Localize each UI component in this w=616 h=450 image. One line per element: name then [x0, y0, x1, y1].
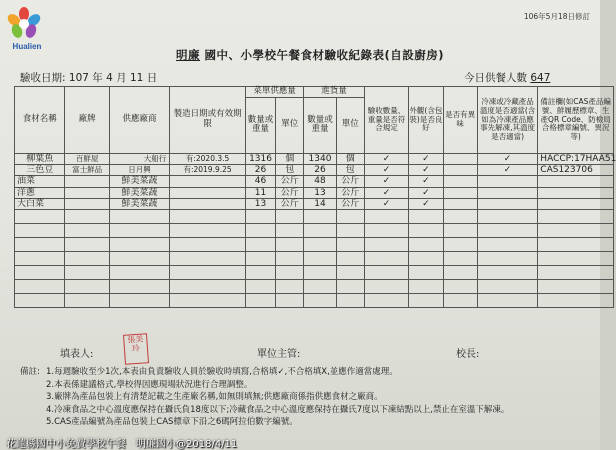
check-mark: ✓ [364, 176, 408, 187]
school-name: 明廉 [175, 48, 200, 62]
check-mark: ✓ [364, 199, 408, 210]
empty-row [15, 210, 614, 224]
notes-list [20, 366, 595, 429]
empty-row [15, 266, 614, 280]
notes-label: 備註: [20, 367, 40, 377]
header-supplier: 供應廠商 [109, 87, 170, 154]
header-temp: 冷凍或冷藏產品溫度是否適當(含如為冷凍產品應事先解凍,其溫度是否適當) [477, 87, 538, 154]
header-odor: 是否有異味 [443, 87, 477, 154]
check-mark: ✓ [364, 153, 408, 164]
notes-section [20, 366, 595, 429]
header-incoming-qty: 進貨量 [304, 87, 365, 98]
check-mark: ✓ [409, 199, 443, 210]
supply-count-value: 647 [530, 72, 551, 84]
date-day: 11 [130, 72, 144, 84]
empty-row [15, 280, 614, 294]
flower-icon [4, 6, 44, 42]
logo-text: Hualien [12, 42, 42, 51]
table-row: 油菜 鮮美菜蔬 46 公斤 48 公斤 ✓ ✓ [15, 176, 614, 187]
form-title [110, 47, 510, 63]
header-qty-check: 驗收數量、重量是否符合規定 [364, 87, 408, 154]
date-month: 4 [106, 72, 113, 84]
filler-label: 填表人: [60, 349, 94, 360]
header-remarks: 備註欄(如CAS產品編號、鮮履歷標章、生產QR Code、防檢局合格標章編號、異況等) [538, 87, 614, 154]
table-row: 洋蔥 鮮美菜蔬 11 公斤 13 公斤 ✓ ✓ [15, 187, 614, 198]
check-mark: ✓ [364, 187, 408, 198]
check-mark: ✓ [409, 187, 443, 198]
inspection-table [14, 86, 614, 308]
empty-row [15, 224, 614, 238]
hualien-logo [4, 6, 44, 50]
photo-caption: 花蓮縣國中小免費學校午餐 明廉國小@2018/4/11 [6, 439, 238, 450]
supply-count: 今日供餐人數 647 [464, 72, 551, 84]
header-row-1 [15, 87, 614, 98]
check-mark: ✓ [364, 165, 408, 176]
header-package: 外觀(含包裝)是否良好 [409, 87, 443, 154]
date-year: 107 [68, 72, 89, 84]
header-menu-qty: 菜單供應量 [245, 87, 303, 98]
table-row: 大白菜 鮮美菜蔬 13 公斤 14 公斤 ✓ ✓ [15, 199, 614, 210]
inspection-date: 驗收日期: 107 年 4 月 11 日 [20, 72, 158, 84]
check-mark: ✓ [409, 153, 443, 164]
note-item: 4.冷凍食品之中心溫度應保持在攝氏負18度以下;冷藏食品之中心溫度應保持在攝氏7度以下凍結點以上,禁止在室溫下解凍。 [46, 404, 510, 415]
manager-label: 單位主管: [257, 349, 301, 360]
empty-row [15, 252, 614, 266]
revision-date: 106年5月18日修訂 [523, 12, 590, 21]
note-item: 2.本表係建議格式,學校得因應現場狀況進行合理調整。 [46, 379, 253, 390]
title-rest: 國中、小學校午餐食材驗收紀錄表(自設廚房) [204, 48, 445, 62]
table-row: 柳葉魚 百鮮屋 大船行 有:2020.3.5 1316 個 1340 個 ✓ ✓ ✓ HACCP:17HAA51 [15, 153, 614, 164]
empty-row [15, 294, 614, 308]
empty-row [15, 238, 614, 252]
check-mark: ✓ [409, 176, 443, 187]
note-item: 5.CAS產品編號為產品包裝上CAS標章下沿之6碼阿拉伯數字編號。 [46, 417, 298, 427]
header-in-qty-num: 數量或重量 [304, 97, 336, 153]
check-mark: ✓ [477, 165, 538, 176]
check-mark: ✓ [477, 153, 538, 164]
header-brand: 廠牌 [65, 87, 109, 154]
note-item: 3.廠牌為產品包裝上有清楚記載之生產廠名稱,如無則填無;供應廠商係指供應食材之廠商。 [46, 392, 383, 402]
header-dates: 製造日期或有效期限 [170, 87, 246, 154]
table-row: 三色豆 富士鮮品 日月興 有:2019.9.25 26 包 26 包 ✓ ✓ ✓ CAS123706 [15, 165, 614, 176]
header-menu-unit: 單位 [276, 97, 304, 153]
check-mark: ✓ [409, 165, 443, 176]
note-item: 1.每週驗收至少1次,本表由負責驗收人員於驗收時填寫,合格填✓,不合格填X,並應作適當處理。 [46, 367, 398, 377]
header-name: 食材名稱 [15, 87, 65, 154]
principal-label: 校長: [456, 349, 480, 360]
header-in-unit: 單位 [336, 97, 364, 153]
signature-stamp: 張美玲 [123, 333, 149, 365]
header-menu-qty-num: 數量或重量 [245, 97, 275, 153]
